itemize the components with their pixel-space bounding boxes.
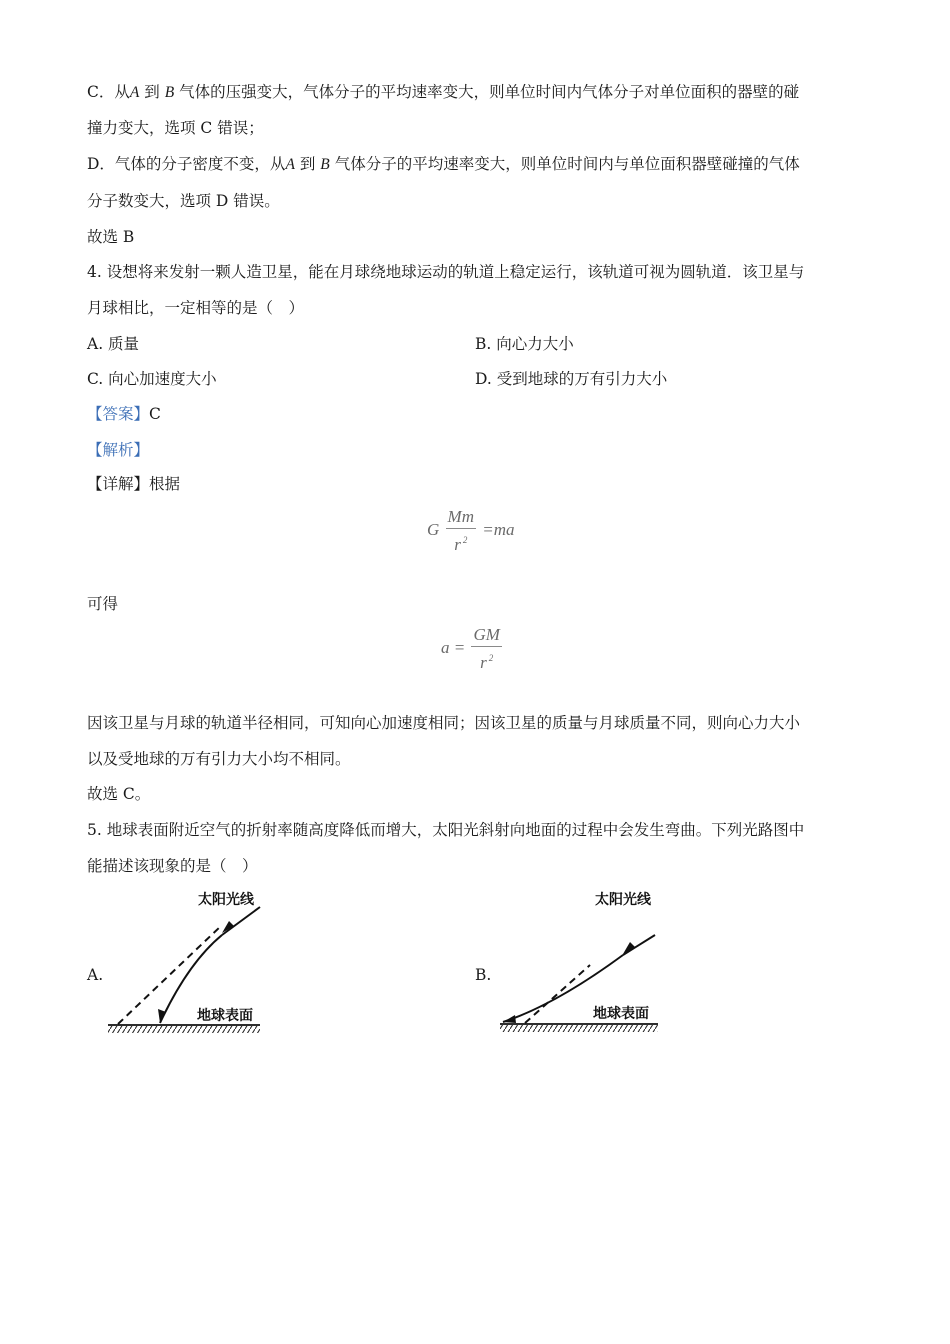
option-c-explanation-line1: C．从A 到 B 气体的压强变大，气体分子的平均速率变大，则单位时间内气体分子对单位面积的器壁的碰 — [87, 83, 800, 101]
q4-option-c: C. 向心加速度大小 — [87, 370, 217, 388]
analysis-tag: 【解析】 — [87, 441, 150, 459]
diagram-b-sun-label: 太阳光线 — [595, 892, 651, 908]
incoming-ray — [222, 907, 260, 935]
incoming-ray — [623, 935, 655, 955]
q4-explain-line2: 以及受地球的万有引力大小均不相同。 — [87, 750, 351, 768]
option-c-explanation-line2: 撞力变大，选项 C 错误； — [87, 119, 264, 137]
answer-value: C — [149, 405, 161, 423]
option-d-explanation-line1: D．气体的分子密度不变，从A 到 B 气体分子的平均速率变大，则单位时间内与单位面积器壁碰撞的气体 — [87, 155, 800, 173]
diagram-a-light-path — [100, 885, 270, 1040]
detail-line: 【详解】根据 — [87, 475, 181, 493]
diagram-b-light-path — [495, 885, 670, 1040]
q4-stem-line2: 月球相比，一定相等的是（ ） — [87, 299, 305, 317]
q4-option-b: B. 向心力大小 — [475, 335, 574, 353]
diagram-a-earth-label: 地球表面 — [197, 1008, 253, 1024]
dashed-extension-line — [525, 965, 590, 1023]
dashed-extension-line — [118, 925, 222, 1024]
q5-stem-line1: 5. 地球表面附近空气的折射率随高度降低而增大，太阳光斜射向地面的过程中会发生弯曲。下列光路图中 — [87, 821, 805, 839]
q4-answer — [87, 404, 161, 424]
option-d-explanation-line2: 分子数变大，选项 D 错误。 — [87, 192, 280, 210]
q4-stem-line1: 4. 设想将来发射一颗人造卫星，能在月球绕地球运动的轨道上稳定运行，该轨道可视为圆轨道．该卫星与 — [87, 263, 805, 281]
diagram-b-earth-label: 地球表面 — [593, 1006, 649, 1022]
q4-option-a: A. 质量 — [87, 335, 140, 353]
arrow-head-ground-icon — [503, 1015, 516, 1023]
q5-option-b-label: B. — [475, 966, 492, 984]
q5-stem-line2: 能描述该现象的是（ ） — [87, 857, 258, 875]
detail-tag: 【详解】 — [87, 475, 150, 493]
refracted-curve — [160, 935, 222, 1023]
q5-option-a-label: A. — [87, 966, 104, 984]
derive-text: 可得 — [87, 595, 119, 613]
q4-option-d: D. 受到地球的万有引力大小 — [475, 370, 668, 388]
ground-hatch — [108, 1026, 260, 1033]
formula-gravitation: G $\frac{Mm}{r ^2}$ =ma — [427, 507, 515, 554]
diagram-b — [495, 885, 670, 1040]
q4-conclusion: 故选 C。 — [87, 785, 151, 803]
formula-acceleration: a = $\frac{GM}{r ^2}$ — [441, 625, 500, 672]
ground-hatch — [500, 1025, 658, 1032]
q4-explain-line1: 因该卫星与月球的轨道半径相同，可知向心加速度相同；因该卫星的质量与月球质量不同，则向心力大小 — [87, 714, 801, 732]
answer-tag: 【答案】 — [87, 405, 150, 423]
diagram-a-sun-label: 太阳光线 — [198, 892, 254, 908]
previous-conclusion: 故选 B — [87, 228, 135, 246]
diagram-a — [100, 885, 270, 1040]
